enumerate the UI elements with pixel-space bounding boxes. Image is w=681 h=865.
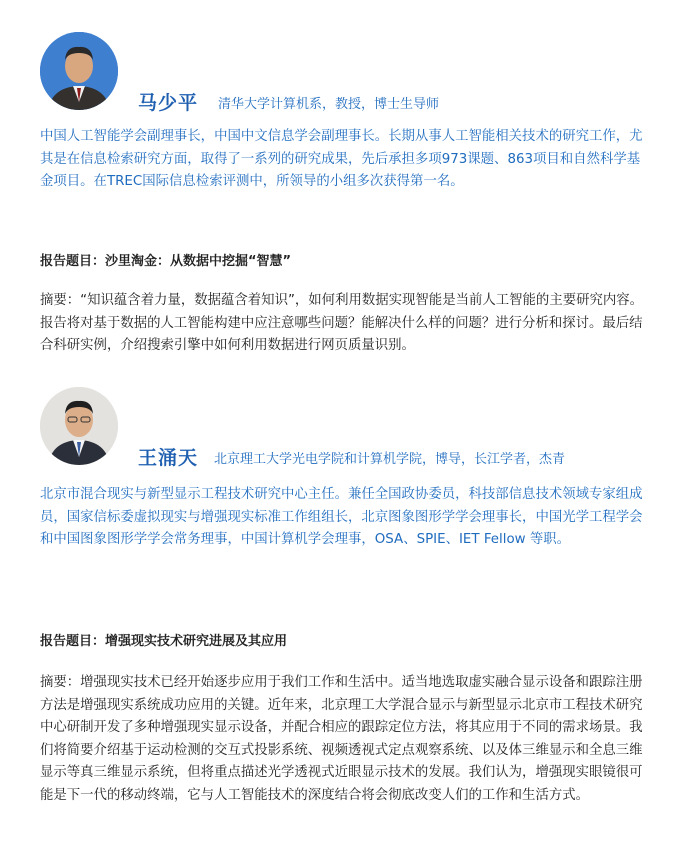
speaker-1-affiliation: 清华大学计算机系，教授，博士生导师 <box>218 97 440 112</box>
speaker-2-abstract: 摘要：增强现实技术已经开始逐步应用于我们工作和生活中。适当地选取虚实融合显示设备和跟踪注册方法是增强现实系统成功应用的关键。近年来，北京理工大学混合显示与新型显示北京市工程技术研究中心研制开发了多种增强现实显示设备，并配合相应的跟踪定位方法，将其应用于不同的需求场景。我们将简要介绍基于运动检测的交互式投影系统、视频透视式定点观察系统、以及体三维显示和全息三维显示等真三维显示系统，但将重点描述光学透视式近眼显示技术的发展。我们认为，增强现实眼镜很可能是下一代的移动终端，它与人工智能技术的深度结合将会彻底改变人们的工作和生活方式。 <box>40 675 643 803</box>
speaker-1-abstract: 摘要：“知识蕴含着力量，数据蕴含着知识”，如何利用数据实现智能是当前人工智能的主要研究内容。报告将对基于数据的人工智能构建中应注意哪些问题？能解决什么样的问题？进行分析和探讨。最后结合科研实例，介绍搜索引擎中如何利用数据进行网页质量识别。 <box>40 293 644 353</box>
speaker-1-name: 马少平 <box>138 92 199 114</box>
speaker-1-bio: 中国人工智能学会副理事长，中国中文信息学会副理事长。长期从事人工智能相关技术的研究工作，尤其是在信息检索研究方面，取得了一系列的研究成果，先后承担多项973课题、863项目和自然科学基金项目。在TREC国际信息检索评测中，所领导的小组多次获得第一名。 <box>40 129 643 189</box>
speaker-2-name: 王涌天 <box>138 447 199 469</box>
speaker-1-photo <box>40 32 118 110</box>
speaker-2-bio: 北京市混合现实与新型显示工程技术研究中心主任。兼任全国政协委员，科技部信息技术领域专家组成员，国家信标委虚拟现实与增强现实标准工作组组长，北京图象图形学学会理事长，中国光学工程学会和中国图象图形学学会常务理事，中国计算机学会理事，OSA、SPIE、IET Fellow 等职。 <box>40 487 643 547</box>
portrait-icon <box>40 32 118 110</box>
speaker-2-affiliation: 北京理工大学光电学院和计算机学院，博导，长江学者，杰青 <box>214 452 566 467</box>
speaker-2-topic: 报告题目：增强现实技术研究进展及其应用 <box>40 634 288 649</box>
speaker-2-photo <box>40 387 118 465</box>
speaker-1-topic: 报告题目：沙里淘金：从数据中挖掘“智慧” <box>40 254 292 269</box>
portrait-icon <box>40 387 118 465</box>
